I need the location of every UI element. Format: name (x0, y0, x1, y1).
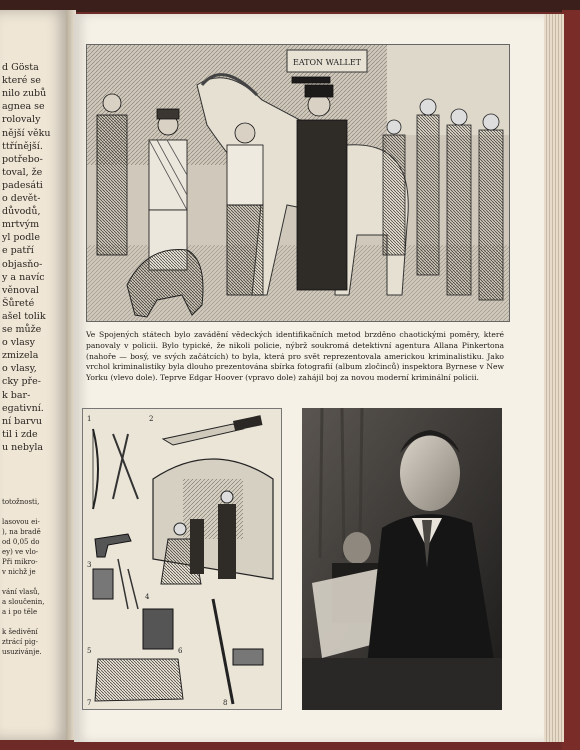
left-page-text-line: Šůreté (2, 297, 35, 309)
left-page-text-line: agnea se (2, 101, 45, 113)
left-page-text-line: padesáti (2, 179, 43, 191)
left-page-text-line: e patří (2, 245, 34, 257)
left-page-text-line: ašel tolik (2, 310, 46, 322)
hoover-photo (302, 408, 502, 710)
left-page-text-line: ní barvu (2, 415, 42, 427)
left-page-text-line: důvodů, (2, 206, 41, 218)
left-page-text-line: o devět- (2, 193, 41, 204)
left-page-text-line: til i zde (2, 428, 38, 440)
illustration-caption: Ve Spojených státech bylo zavádění vědeckých identifikačních metod brzděno chaotickými poměry, které panovaly v policii. Bylo typické, že nikoli policie, nýbrž soukromá detektivní agentura Allana Pinkertona (nahoře — bosý, ve svých začátcích) to byla, která pro svět reprezentovala americkou kriminalistiku. Jako vrchol kriminalistiky byla dlouho prezentována sbírka fotografií (album zločinců) inspektora Byrnese v New Yorku (vlevo dole). Teprve Edgar Hoover (vpravo dole) zahájil boj za novou moderní kriminální policii. (86, 330, 504, 383)
left-page-text-line: y a navíc (2, 271, 45, 283)
left-page-footnote-line: Při mikro- (2, 558, 38, 566)
left-page-text-line: ttřínější. (2, 140, 43, 152)
left-page-text-line: nilo zubů (2, 88, 47, 100)
shop-sign: EATON WALLET (292, 58, 362, 67)
book-binding (562, 10, 580, 750)
left-page-text-line: k bar- (2, 389, 31, 401)
left-page-text-line: cky pře- (2, 376, 41, 388)
book-edge-top (0, 0, 580, 12)
left-page-text-line: potřebo- (2, 153, 43, 165)
left-page-footnote-line: usuzivánje. (2, 648, 42, 656)
left-page-footnote-line: ztrácí pig- (2, 638, 38, 646)
left-page-footnote-line: vání vlasů, (2, 588, 40, 596)
left-page-text-line: zmizela (2, 350, 39, 362)
left-page (0, 10, 70, 740)
plate-number: 8 (223, 699, 228, 707)
left-page-footnote-line: od 0,05 do (2, 538, 40, 546)
left-page-footnote-line: a i po těle (2, 608, 38, 616)
plate-number: 4 (145, 593, 150, 601)
left-page-text-line: toval, že (2, 166, 43, 178)
left-page-text-line: egativní. (2, 402, 44, 414)
plate-number: 7 (87, 699, 92, 707)
plate-number: 3 (87, 561, 92, 569)
left-page-footnote-line: totožnosti, (2, 498, 40, 506)
left-page-footnote-line: ), na bradě (2, 528, 41, 536)
left-page-text-line: objasňo- (2, 258, 43, 270)
left-page-text-line: d Gösta (2, 62, 39, 73)
plate-number: 1 (87, 415, 92, 423)
left-page-text-line: které se (2, 75, 41, 87)
pinkerton-engraving (86, 44, 510, 322)
left-page-text-line: yl podle (2, 232, 40, 244)
left-page-footnote-line: ey) ve vlo- (2, 548, 39, 556)
left-page-footnote-line: v nichž je (2, 568, 36, 576)
left-page-text-line: nější věku (2, 127, 51, 139)
left-page-footnote-line: a sloučenin, (2, 598, 45, 606)
page-edges (544, 14, 564, 742)
left-page-footnote-line: lasovou ei- (2, 518, 40, 526)
plate-number: 6 (178, 647, 183, 655)
byrnes-collection-plate (82, 408, 282, 710)
left-page-footnote-line: k šedivění (2, 628, 38, 636)
plate-number: 2 (149, 415, 154, 423)
left-page-text-line: o vlasy, (2, 363, 37, 375)
left-page-text-line: u nebyla (2, 441, 44, 453)
left-page-text-line: se může (2, 324, 42, 335)
left-page-text-line: věnoval (2, 284, 39, 296)
left-page-text-line: rolovaly (2, 114, 41, 126)
plate-number: 5 (87, 647, 92, 655)
left-page-text-line: mrtvým (2, 219, 40, 231)
left-page-text-line: o vlasy (2, 337, 36, 349)
